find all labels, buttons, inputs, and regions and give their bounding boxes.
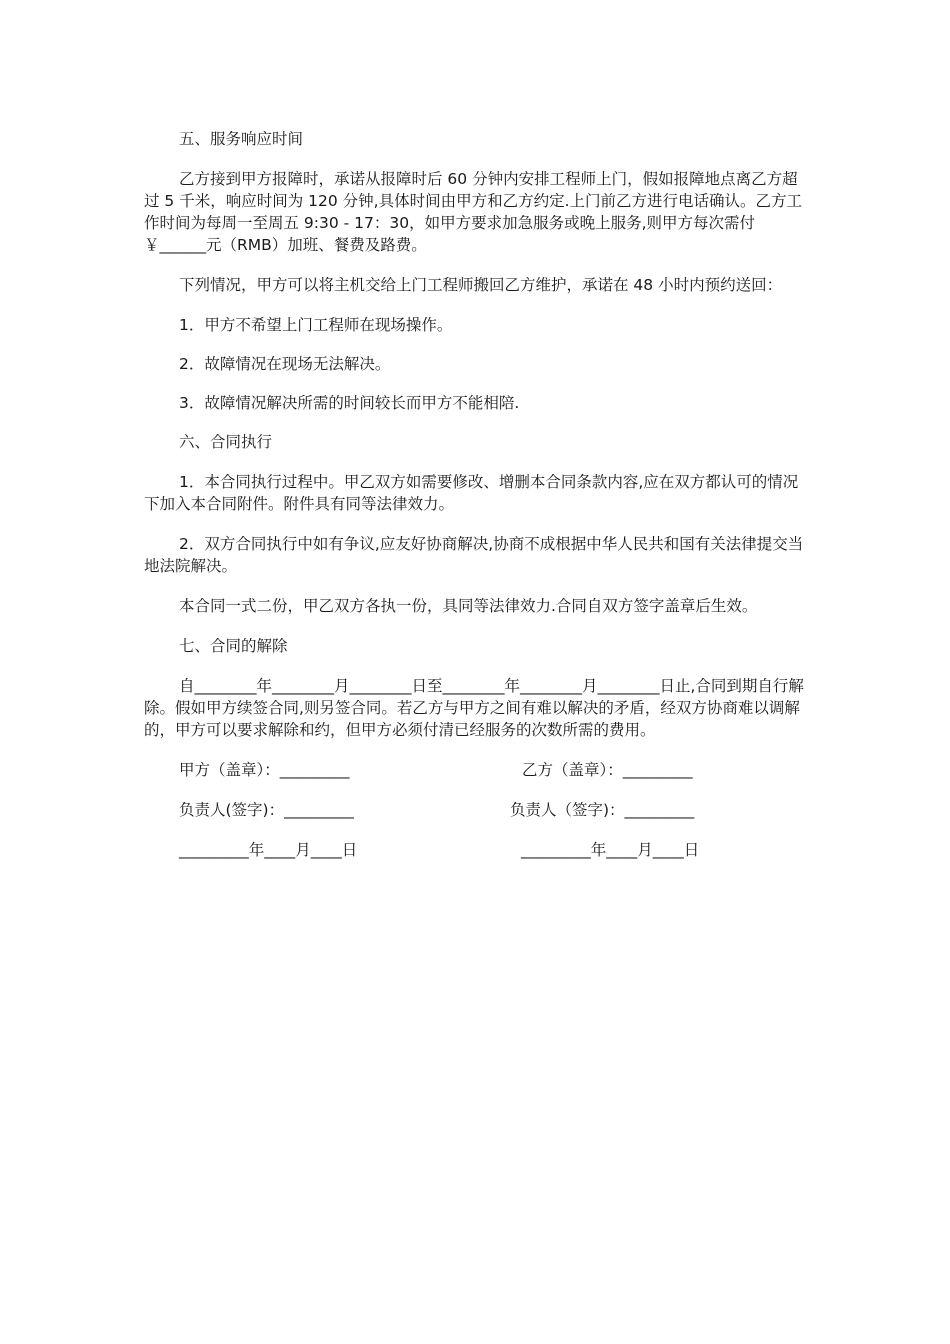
party-b-date-field[interactable]: _________年____月____日 <box>521 841 700 859</box>
party-a-date-field[interactable]: _________年____月____日 <box>179 841 358 859</box>
party-b-seal-field[interactable]: 乙方（盖章）：_________ <box>522 761 693 779</box>
list-item: 1．甲方不希望上门工程师在现场操作。 <box>179 316 453 334</box>
section5-heading: 五、服务响应时间 <box>179 130 304 148</box>
party-b-person-field[interactable]: 负责人（签字)：_________ <box>510 801 695 819</box>
list-item: 2．故障情况在现场无法解决。 <box>179 355 391 373</box>
section5-paragraph-takeback: 下列情况，甲方可以将主机交给上门工程师搬回乙方维护，承诺在 48 小时内预约送回： <box>179 276 783 294</box>
party-a-person-field[interactable]: 负责人(签字)：_________ <box>179 801 354 819</box>
document-body <box>144 128 808 879</box>
list-item: 1．本合同执行过程中。甲乙双方如需要修改、增删本合同条款内容,应在双方都认可的情况下加入本合同附件。附件具有同等法律效力。 <box>144 473 799 513</box>
section7-termination-clause: 自________年________月________日至________年________月________日止,合同到期自行解除。假如甲方续签合同,则另签合同。若乙方与甲方之间有难以解决的矛盾，经双方协商难以调解的，甲方可以要求解除和约，但甲方必须付清已经服务的次数所需的费用。 <box>144 677 804 739</box>
section6-heading: 六、合同执行 <box>179 433 273 451</box>
section6-copies-clause: 本合同一式二份，甲乙双方各执一份，具同等法律效力.合同自双方签字盖章后生效。 <box>179 597 758 615</box>
signature-row-seal <box>144 759 808 781</box>
list-item: 3．故障情况解决所需的时间较长而甲方不能相陪. <box>179 394 520 412</box>
signature-row-date <box>144 839 808 861</box>
section5-paragraph-response: 乙方接到甲方报障时，承诺从报障时后 60 分钟内安排工程师上门，假如报障地点离乙方超过 5 千米，响应时间为 120 分钟,具体时间由甲方和乙方约定.上门前乙方进行电话确认。乙方工作时间为每周一至周五 9:30 - 17：30，如甲方要求加急服务或晚上服务,则甲方每次需付￥______元（RMB）加班、餐费及路费。 <box>144 170 803 254</box>
signature-row-person <box>144 799 808 821</box>
section7-heading: 七、合同的解除 <box>179 637 288 655</box>
party-a-seal-field[interactable]: 甲方（盖章）：_________ <box>179 761 350 779</box>
list-item: 2．双方合同执行中如有争议,应友好协商解决,协商不成根据中华人民共和国有关法律提交当地法院解决。 <box>144 535 804 575</box>
